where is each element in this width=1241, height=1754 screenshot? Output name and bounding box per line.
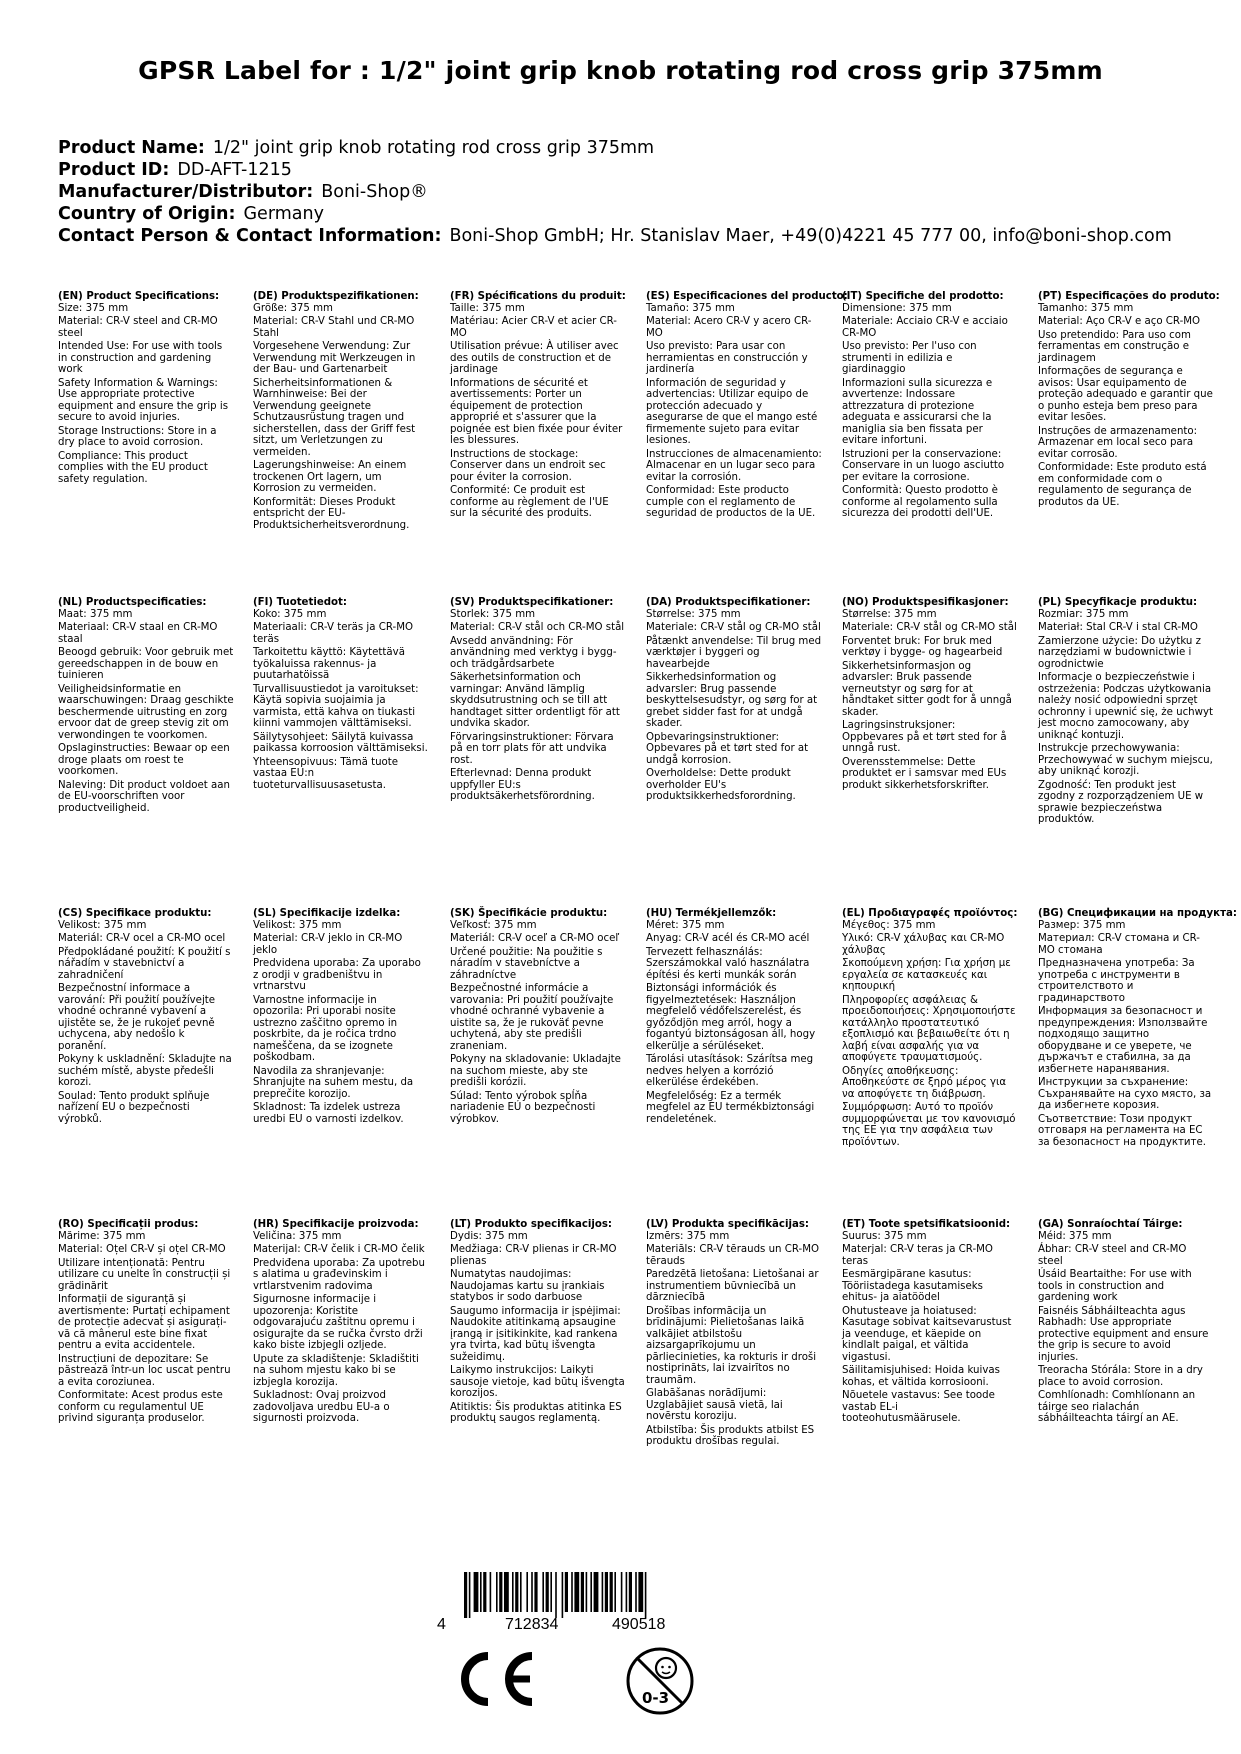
spec-line: Naleving: Dit product voldoet aan de EU-voorschriften voor productveiligheid.	[58, 779, 230, 814]
barcode-bar	[635, 1572, 637, 1612]
page-title: GPSR Label for : 1/2" joint grip knob rotating rod cross grip 375mm	[138, 56, 1103, 85]
spec-line: Compliance: This product complies with the EU product safety regulation.	[58, 450, 208, 485]
spec-line: Storlek: 375 mm	[450, 608, 536, 620]
spec-block	[253, 908, 429, 1127]
spec-line: Lagringsinstruksjoner: Oppbevares på et tørt sted for å unngå rust.	[842, 720, 1007, 754]
spec-line: Instrucciones de almacenamiento: Almacenar en un lugar seco para evitar la corrosión.	[646, 448, 822, 483]
spec-line: Μέγεθος: 375 mm	[842, 919, 936, 931]
spec-line: Avsedd användning: För användning med verktyg i bygg- och trädgårdsarbete	[450, 635, 617, 670]
spec-line: Informations de sécurité et avertissements: Porter un équipement de protection approprié et s'assurer que la poignée est bien fixée pour éviter les blessures.	[450, 377, 623, 446]
spec-line: Opbevaringsinstruktioner: Opbevares på et tørt sted for at undgå korrosion.	[646, 731, 809, 766]
spec-block-header: (PT) Especificações do produto:	[1038, 291, 1220, 302]
spec-line: Comhlíonadh: Comhlíonann an táirge seo rialachán sábháilteachta táirgí an AE.	[1038, 1390, 1196, 1424]
barcode-bar	[526, 1572, 528, 1612]
spec-line: Material: CR-V jeklo in CR-MO jeklo	[253, 933, 403, 956]
spec-line: Dimensione: 375 mm	[842, 302, 952, 314]
spec-block	[646, 597, 822, 805]
barcode-bar	[645, 1572, 647, 1618]
barcode-bar	[515, 1572, 518, 1612]
spec-line: Tarkoitettu käyttö: Käytettävä työkaluissa rakennus- ja puutarhatöissä	[253, 647, 405, 681]
spec-line: Tamaño: 375 mm	[646, 302, 735, 314]
spec-line: Yhteensopivuus: Tämä tuote vastaa EU:n tuoteturvallisuusasetusta.	[253, 756, 399, 791]
spec-line: Materiaali: CR-V teräs ja CR-MO teräs	[253, 622, 414, 645]
spec-block	[58, 597, 234, 816]
barcode-bar	[574, 1572, 579, 1612]
spec-block	[842, 1219, 1018, 1427]
barcode-bar	[602, 1572, 604, 1612]
spec-line: Sikkerhetsinformasjon og advarsler: Bruk passende verneutstyr og sørg for at håndtaket sitter godt for å unngå skader.	[842, 660, 1012, 718]
barcode-bar	[590, 1572, 592, 1612]
barcode-bar	[483, 1572, 486, 1612]
spec-block-header: (GA) Sonraíochtaí Táirge:	[1038, 1219, 1183, 1230]
spec-line: Maat: 375 mm	[58, 608, 133, 620]
spec-block	[253, 1219, 429, 1427]
barcode-bar	[629, 1572, 632, 1612]
spec-block	[450, 908, 626, 1127]
spec-line: Pokyny k uskladnění: Skladujte na suchém místě, abyste předešli korozi.	[58, 1054, 232, 1088]
spec-line: Nõuetele vastavus: See toode vastab EL-i tooteohutusmäärusele.	[842, 1390, 995, 1424]
spec-line: Size: 375 mm	[58, 302, 129, 314]
product-name-value: 1/2" joint grip knob rotating rod cross grip 375mm	[212, 138, 655, 158]
spec-line: Tárolási utasítások: Szárítsa meg nedves helyen a korrózió elkerülése érdekében.	[646, 1054, 814, 1088]
spec-block	[842, 597, 1018, 793]
spec-block-header: (IT) Specifiche del prodotto:	[842, 291, 1004, 302]
spec-line: Conformidad: Este producto cumple con el reglamento de seguridad de productos de la UE.	[646, 485, 816, 519]
spec-line: Faisnéis Sábháilteachta agus Rabhadh: Use appropriate protective equipment and ensure the grip is secure to avoid injuries.	[1038, 1305, 1209, 1363]
spec-line: Overholdelse: Dette produkt overholder EU's produktsikkerhedsforordning.	[646, 768, 796, 802]
spec-block	[842, 291, 1018, 522]
spec-block-header: (ES) Especificaciones del producto:	[646, 291, 848, 302]
spec-line: Tamanho: 375 mm	[1038, 302, 1134, 314]
spec-block	[253, 597, 429, 793]
barcode-digits-left: 712834	[505, 1616, 559, 1633]
product-id-row	[58, 159, 1172, 181]
product-name-label: Product Name:	[58, 138, 205, 158]
spec-line: Bezpečnostní informace a varování: Při použití používejte vhodné ochranné vybavení a ujistěte se, že je rukojeť pevně uchycena, aby nedošlo k poranění.	[58, 983, 216, 1052]
contact-label: Contact Person & Contact Information:	[58, 226, 442, 246]
barcode-bar	[555, 1572, 557, 1618]
barcode-bar	[605, 1572, 608, 1612]
ce-mark-icon	[450, 1650, 536, 1708]
spec-line: Förvaringsinstruktioner: Förvara på en torr plats för att undvika rost.	[450, 731, 614, 766]
barcode-bar	[469, 1572, 471, 1618]
spec-line: Numatytas naudojimas: Naudojamas kartu su įrankiais statybos ir sodo darbuose	[450, 1269, 605, 1303]
spec-line: Treoracha Stórála: Store in a dry place to avoid corrosion.	[1038, 1365, 1203, 1388]
spec-line: Предназначена употреба: За употреба с инструменти в строителството и градинарството	[1038, 958, 1195, 1004]
barcode-bar	[565, 1572, 568, 1612]
spec-line: Upute za skladištenje: Skladištiti na suhom mjestu kako bi se izbjegla korozija.	[253, 1353, 419, 1388]
spec-line: Sigurnosne informacije i upozorenja: Koristite odgovarajuću zaštitnu opremu i osigurajte da se ručka čvrsto drži kako biste izbjegli ozljede.	[253, 1294, 423, 1351]
contact-row	[58, 225, 1172, 247]
spec-line: Velikost: 375 mm	[58, 919, 147, 931]
spec-line: Konformität: Dieses Produkt entspricht der EU-Produktsicherheitsverordnung.	[253, 496, 410, 531]
spec-line: Materiāls: CR-V tērauds un CR-MO tērauds	[646, 1244, 820, 1267]
spec-line: Uso previsto: Para usar con herramientas en construcción y jardinería	[646, 341, 808, 375]
spec-line: Materjal: CR-V teras ja CR-MO teras	[842, 1244, 993, 1267]
spec-line: Größe: 375 mm	[253, 302, 333, 314]
manufacturer-label: Manufacturer/Distributor:	[58, 182, 314, 202]
spec-line: Σκοπούμενη χρήση: Για χρήση με εργαλεία σε κατασκευές και κηπουρική	[842, 958, 1011, 992]
spec-line: Materiale: CR-V stål og CR-MO stål	[842, 622, 1017, 633]
spec-line: Anyag: CR-V acél és CR-MO acél	[646, 933, 810, 944]
spec-line: Rozmiar: 375 mm	[1038, 608, 1129, 620]
spec-line: Pokyny na skladovanie: Ukladajte na suchom mieste, aby ste predišli korózii.	[450, 1054, 621, 1088]
country-label: Country of Origin:	[58, 204, 236, 224]
spec-line: Størrelse: 375 mm	[842, 608, 937, 620]
barcode-bar	[638, 1572, 643, 1612]
contact-value: Boni-Shop GmbH; Hr. Stanislav Maer, +49(0)4221 45 777 00, info@boni-shop.com	[449, 226, 1172, 246]
spec-line: Opslaginstructies: Bewaar op een droge plaats om roest te voorkomen.	[58, 743, 230, 777]
spec-line: Súlad: Tento výrobok spĺňa nariadenie EÚ o bezpečnosti výrobkov.	[450, 1090, 596, 1125]
spec-line: Ohutusteave ja hoiatused: Kasutage sobivat kaitsevarustust ja veenduge, et käepide on kindlalt paigal, et vältida vigastusi.	[842, 1305, 1012, 1363]
spec-line: Materiaal: CR-V staal en CR-MO staal	[58, 622, 218, 645]
not-for-children-icon	[624, 1645, 696, 1717]
spec-line: Matériau: Acier CR-V et acier CR-MO	[450, 316, 617, 339]
spec-block	[450, 291, 626, 522]
spec-line: Zgodność: Ten produkt jest zgodny z rozporządzeniem UE w sprawie bezpieczeństwa produktów.	[1038, 779, 1204, 825]
spec-line: Materiał: Stal CR-V i stal CR-MO	[1038, 622, 1198, 633]
spec-block-header: (HU) Termékjellemzők:	[646, 908, 777, 919]
spec-block-header: (NO) Produktspesifikasjoner:	[842, 597, 1009, 608]
spec-line: Intended Use: For use with tools in construction and gardening work	[58, 341, 223, 375]
spec-line: Biztonsági információk és figyelmeztetések: Használjon megfelelő védőfelszerelést, és győződjön meg arról, hogy a fogantyú biztonságosan áll, hogy elkerülje a sérüléseket.	[646, 983, 816, 1052]
spec-line: Størrelse: 375 mm	[646, 608, 741, 620]
spec-block-header: (FR) Spécifications du produit:	[450, 291, 626, 302]
spec-line: Οδηγίες αποθήκευσης: Αποθηκεύστε σε ξηρό μέρος για να αποφύγετε τη διάβρωση.	[842, 1065, 1007, 1100]
spec-line: Forventet bruk: For bruk med verktøy i bygge- og hagearbeid	[842, 635, 1003, 658]
spec-line: Πληροφορίες ασφάλειας & προειδοποιήσεις: Χρησιμοποιήστε κατάλληλο προστατευτικό εξοπλισμό και βεβαιωθείτε ότι η λαβή είναι ασφαλής για να αποφύγετε τραυματισμούς.	[842, 994, 1016, 1063]
spec-line: Mărime: 375 mm	[58, 1230, 146, 1242]
product-name-row	[58, 137, 1172, 159]
spec-line: Sikkerhedsinformation og advarsler: Brug passende beskyttelsesudstyr, og sørg for at grebet sidder fast for at undgå skader.	[646, 672, 818, 729]
spec-line: Sicherheitsinformationen & Warnhinweise: Bei der Verwendung geeignete Schutzausrüstung tragen und sicherstellen, dass der Griff fest sitzt, um Verletzungen zu vermeiden.	[253, 377, 416, 458]
spec-line: Информация за безопасност и предупреждения: Използвайте подходящо защитно оборудване и се уверете, че държачът е стабилна, за да избегнете наранявания.	[1038, 1006, 1208, 1075]
spec-block-header: (HR) Specifikacije proizvoda:	[253, 1219, 419, 1230]
spec-block-header: (NL) Productspecificaties:	[58, 597, 207, 608]
spec-line: Sukladnost: Ovaj proizvod zadovoljava uredbu EU-a o sigurnosti proizvoda.	[253, 1390, 390, 1424]
spec-line: Instrucțiuni de depozitare: Se păstrează într-un loc uscat pentru a evita coroziunea.	[58, 1353, 231, 1388]
spec-line: Conformità: Questo prodotto è conforme al regolamento sulla sicurezza dei prodotti dell'UE.	[842, 485, 998, 519]
spec-line: Veľkosť: 375 mm	[450, 919, 537, 931]
spec-line: Conformidade: Este produto está em conformidade com o regulamento de segurança de produtos da UE.	[1038, 462, 1207, 508]
spec-line: Veličina: 375 mm	[253, 1230, 342, 1242]
spec-line: Conformité: Ce produit est conforme au règlement de l'UE sur la sécurité des produits.	[450, 485, 609, 519]
barcode-bar	[542, 1572, 544, 1612]
spec-line: Koko: 375 mm	[253, 608, 327, 620]
manufacturer-value: Boni-Shop®	[321, 182, 428, 202]
spec-line: Drošības informācija un brīdinājumi: Pielietošanas laikā valkājiet atbilstošu aizsargaprīkojumu un pārliecinieties, ka rokturis ir droši nostiprināts, lai izvairītos no traumām.	[646, 1305, 817, 1386]
spec-line: Съответствие: Този продукт отговаря на регламента на ЕС за безопасност на продуктите.	[1038, 1113, 1206, 1148]
barcode-bar	[534, 1572, 537, 1612]
barcode-bar	[621, 1572, 623, 1612]
barcode-bar	[562, 1572, 564, 1618]
spec-block	[1038, 597, 1214, 828]
spec-line: Informações de segurança e avisos: Usar equipamento de proteção adequado e garantir que o punho esteja bem preso para evitar lesões.	[1038, 366, 1213, 423]
spec-line: Beoogd gebruik: Voor gebruik met gereedschappen in de bouw en tuinieren	[58, 647, 234, 681]
spec-line: Ábhar: CR-V steel and CR-MO steel	[1038, 1244, 1187, 1267]
spec-line: Material: CR-V stål och CR-MO stål	[450, 622, 625, 633]
barcode-digit-prefix: 4	[437, 1616, 446, 1633]
spec-line: Materiál: CR-V oceľ a CR-MO oceľ	[450, 933, 620, 944]
spec-block	[58, 908, 234, 1127]
spec-block	[450, 1219, 626, 1427]
spec-line: Dydis: 375 mm	[450, 1230, 528, 1242]
spec-block-header: (SK) Špecifikácie produktu:	[450, 908, 608, 919]
barcode-bar	[464, 1572, 467, 1618]
spec-block-header: (EL) Προδιαγραφές προϊόντος:	[842, 908, 1018, 919]
spec-line: Utilisation prévue: À utiliser avec des outils de construction et de jardinage	[450, 341, 619, 375]
manufacturer-row	[58, 181, 1172, 203]
spec-line: Материал: CR-V стомана и CR-MO стомана	[1038, 933, 1200, 956]
spec-line: Información de seguridad y advertencias: Utilizar equipo de protección adecuado y asegurarse de que el mango esté firmemente sujeto para evitar lesiones.	[646, 377, 818, 446]
spec-line: Instruções de armazenamento: Armazenar em local seco para evitar corrosão.	[1038, 425, 1198, 460]
spec-line: Vorgesehene Verwendung: Zur Verwendung mit Werkzeugen in der Bau- und Gartenarbeit	[253, 341, 416, 375]
spec-block	[1038, 291, 1220, 510]
spec-line: Navodila za shranjevanje: Shranjujte na suhem mestu, da preprečite korozijo.	[253, 1065, 414, 1100]
spec-line: Efterlevnad: Denna produkt uppfyller EU:s produktsäkerhetsförordning.	[450, 768, 595, 802]
spec-line: Storage Instructions: Store in a dry place to avoid corrosion.	[58, 425, 217, 448]
spec-line: Glabāšanas norādījumi: Uzglabājiet sausā vietā, lai novērstu koroziju.	[646, 1388, 783, 1422]
spec-block	[58, 291, 234, 487]
spec-line: Atbilstība: Šis produkts atbilst ES produktu drošības regulai.	[646, 1424, 815, 1447]
spec-block	[842, 908, 1018, 1150]
spec-line: Paredzētā lietošana: Lietošanai ar instrumentiem būvniecībā un dārzniecībā	[646, 1269, 819, 1303]
spec-block-header: (BG) Спецификации на продукта:	[1038, 908, 1237, 919]
spec-line: Conformitate: Acest produs este conform cu regulamentul UE privind siguranța produselor.	[58, 1390, 223, 1424]
spec-line: Инструкции за съхранение: Съхранявайте на сухо място, за да избегнете корозия.	[1038, 1077, 1212, 1111]
spec-line: Instrukcje przechowywania: Przechowywać w suchym miejscu, aby uniknąć korozji.	[1038, 743, 1213, 777]
barcode-bar	[546, 1572, 549, 1612]
spec-line: Určené použitie: Na použitie s náradím v stavebníctve a záhradníctve	[450, 946, 603, 981]
barcode-bar	[571, 1572, 573, 1612]
barcode-bar	[531, 1572, 533, 1612]
spec-line: Υλικό: CR-V χάλυβας και CR-MO χάλυβας	[842, 933, 1005, 956]
product-id-label: Product ID:	[58, 160, 170, 180]
spec-line: Eesmärgipärane kasutus: Tööriistadega kasutamiseks ehitus- ja aiatöödel	[842, 1269, 983, 1303]
spec-block	[646, 291, 848, 522]
spec-line: Předpokládané použití: K použití s nářadím v stavebnictví a zahradničení	[58, 946, 231, 981]
barcode-bar	[594, 1572, 599, 1612]
barcode-digits-right: 490518	[612, 1616, 666, 1633]
spec-line: Medžiaga: CR-V plienas ir CR-MO plienas	[450, 1244, 617, 1267]
spec-block	[450, 597, 626, 805]
spec-line: Säilitamisjuhised: Hoida kuivas kohas, et vältida korrosiooni.	[842, 1365, 1000, 1388]
spec-line: Taille: 375 mm	[450, 302, 525, 314]
spec-line: Material: CR-V steel and CR-MO steel	[58, 316, 218, 339]
barcode-bar	[581, 1572, 584, 1612]
spec-block-header: (DE) Produktspezifikationen:	[253, 291, 419, 302]
spec-line: Suurus: 375 mm	[842, 1230, 927, 1242]
spec-line: Izmērs: 375 mm	[646, 1230, 730, 1242]
spec-line: Materijal: CR-V čelik i CR-MO čelik	[253, 1244, 425, 1255]
spec-line: Informacje o bezpieczeństwie i ostrzeżenia: Podczas użytkowania należy nosić odpowiedni sprzęt ochronny i upewnić się, że uchwyt jest mocno zamocowany, aby uniknąć kontuzji.	[1038, 672, 1213, 741]
barcode-icon	[440, 1572, 740, 1618]
barcode-bar	[490, 1572, 492, 1612]
barcode-bar	[550, 1572, 552, 1612]
spec-line: Materiale: CR-V stål og CR-MO stål	[646, 622, 821, 633]
spec-block	[253, 291, 429, 533]
barcode-bar	[480, 1572, 482, 1612]
barcode-bar	[610, 1572, 613, 1612]
spec-line: Veiligheidsinformatie en waarschuwingen: Draag geschikte beschermende uitrusting en zorg ervoor dat de greep stevig zit om verwondingen te voorkomen.	[58, 683, 234, 741]
spec-line: Safety Information & Warnings: Use appropriate protective equipment and ensure the grip is secure to avoid injuries.	[58, 377, 229, 423]
spec-line: Material: CR-V Stahl und CR-MO Stahl	[253, 316, 415, 339]
spec-line: Material: Acero CR-V y acero CR-MO	[646, 316, 812, 339]
spec-line: Atitiktis: Šis produktas atitinka ES produktų saugos reglamentą.	[450, 1401, 622, 1424]
spec-line: Turvallisuustiedot ja varoitukset: Käytä sopivia suojaimia ja varmista, että kahva on tiukasti kiinni vammojen välttämiseksi.	[253, 683, 419, 729]
spec-line: Uso pretendido: Para uso com ferramentas em construção e jardinagem	[1038, 329, 1191, 364]
spec-line: Laikymo instrukcijos: Laikyti sausoje vietoje, kad būtų išvengta korozijos.	[450, 1365, 625, 1399]
spec-line: Méret: 375 mm	[646, 919, 725, 931]
spec-block-header: (SV) Produktspecifikationer:	[450, 597, 614, 608]
spec-line: Materiál: CR-V ocel a CR-MO ocel	[58, 933, 226, 944]
spec-line: Размер: 375 mm	[1038, 919, 1126, 931]
spec-line: Úsáid Beartaithe: For use with tools in construction and gardening work	[1038, 1269, 1192, 1303]
barcode-bar	[499, 1572, 502, 1612]
spec-block	[1038, 908, 1237, 1150]
spec-line: Uso previsto: Per l'uso con strumenti in edilizia e giardinaggio	[842, 341, 977, 375]
spec-block	[646, 908, 822, 1127]
spec-line: Istruzioni per la conservazione: Conservare in un luogo asciutto per evitare la corrosione.	[842, 448, 1005, 483]
spec-block-header: (LT) Produkto specifikacijos:	[450, 1219, 612, 1230]
spec-block-header: (LV) Produkta specifikācijas:	[646, 1219, 809, 1230]
spec-block-header: (ET) Toote spetsifikatsioonid:	[842, 1219, 1011, 1230]
spec-line: Säilytysohjeet: Säilytä kuivassa paikassa korroosion välttämiseksi.	[253, 731, 428, 754]
spec-line: Megfelelőség: Ez a termék megfelel az EU termékbiztonsági rendeletének.	[646, 1090, 815, 1125]
spec-line: Soulad: Tento produkt splňuje nařízení EU o bezpečnosti výrobků.	[58, 1090, 210, 1125]
spec-line: Skladnost: Ta izdelek ustreza uredbi EU o varnosti izdelkov.	[253, 1102, 404, 1125]
spec-line: Instructions de stockage: Conserver dans un endroit sec pour éviter la corrosion.	[450, 448, 606, 483]
barcode-bar	[512, 1572, 514, 1612]
barcode-bar	[626, 1572, 628, 1612]
spec-block-header: (EN) Product Specifications:	[58, 291, 220, 302]
barcode-bar	[496, 1572, 498, 1612]
spec-line: Informații de siguranță și avertismente: Purtați echipament de protecție adecvat și asigurați-vă că mânerul este bine fixat pentru a evita accidentele.	[58, 1294, 230, 1351]
spec-line: Predvidena uporaba: Za uporabo z orodji v gradbeništvu in vrtnarstvu	[253, 958, 421, 992]
barcode-bar	[520, 1572, 522, 1612]
spec-line: Saugumo informacija ir įspėjimai: Naudokite atitinkamą apsaugine įrangą ir įsitikinkite, kad rankena yra tvirta, kad būtų išvengta sužeidimų.	[450, 1305, 621, 1363]
spec-line: Säkerhetsinformation och varningar: Använd lämplig skyddsutrustning och se till att handtaget sitter ordentligt för att undvika skador.	[450, 672, 620, 729]
product-info	[58, 137, 1172, 247]
spec-block-header: (FI) Tuotetiedot:	[253, 597, 347, 608]
spec-line: Overensstemmelse: Dette produktet er i samsvar med EUs produkt sikkerhetsforskrifter.	[842, 756, 1007, 791]
spec-line: Bezpečnostné informácie a varovania: Pri použití používajte vhodné ochranné vybavenie a uistite sa, že je rukoväť pevne uchytená, aby ste predišli zraneniam.	[450, 983, 614, 1052]
spec-line: Lagerungshinweise: An einem trockenen Ort lagern, um Korrosion zu vermeiden.	[253, 460, 407, 494]
spec-block	[646, 1219, 822, 1450]
country-row	[58, 203, 1172, 225]
spec-line: Materiale: Acciaio CR-V e acciaio CR-MO	[842, 316, 1008, 339]
spec-line: Utilizare intenționată: Pentru utilizare cu unelte în construcții și grădinărit	[58, 1257, 231, 1292]
spec-line: Informazioni sulla sicurezza e avvertenze: Indossare attrezzatura di protezione adeguata e assicurarsi che la maniglia sia ben fissata per evitare infortuni.	[842, 377, 993, 446]
spec-line: Material: Aço CR-V e aço CR-MO	[1038, 316, 1201, 327]
spec-line: Velikost: 375 mm	[253, 919, 342, 931]
spec-block-header: (CS) Specifikace produktu:	[58, 908, 212, 919]
spec-line: Tervezett felhasználás: Szerszámokkal való használatra építési és kerti munkák során	[646, 946, 810, 981]
spec-block-header: (SL) Specifikacije izdelka:	[253, 908, 401, 919]
barcode-bar	[614, 1572, 616, 1612]
spec-line: Påtænkt anvendelse: Til brug med værktøjer i byggeri og havearbejde	[646, 635, 822, 670]
spec-block-header: (PL) Specyfikacje produktu:	[1038, 597, 1198, 608]
spec-line: Méid: 375 mm	[1038, 1230, 1112, 1242]
barcode-bar	[474, 1572, 479, 1612]
spec-line: Συμμόρφωση: Αυτό το προϊόν συμμορφώνεται με τον κανονισμό της ΕΕ για την ασφάλεια των προϊόντων.	[842, 1102, 1016, 1148]
spec-line: Predviđena uporaba: Za upotrebu s alatima u građevinskim i vrtlarstvenim radovima	[253, 1257, 425, 1292]
product-id-value: DD-AFT-1215	[177, 160, 292, 180]
spec-block-header: (DA) Produktspecifikationer:	[646, 597, 811, 608]
barcode-bar	[504, 1572, 509, 1612]
spec-block-header: (RO) Specificații produs:	[58, 1219, 199, 1230]
spec-line: Zamierzone użycie: Do użytku z narzędziami w budownictwie i ogrodnictwie	[1038, 635, 1201, 670]
spec-block	[58, 1219, 234, 1427]
country-value: Germany	[243, 204, 324, 224]
barcode-bar	[586, 1572, 588, 1612]
age-label: 0-3	[642, 1689, 670, 1707]
spec-line: Varnostne informacije in opozorila: Pri uporabi nosite ustrezno zaščitno opremo in poskrbite, da je ročica trdno nameščena, da se izognete poškodbam.	[253, 994, 398, 1063]
spec-line: Material: Oțel CR-V și oțel CR-MO	[58, 1244, 226, 1255]
spec-block	[1038, 1219, 1214, 1427]
